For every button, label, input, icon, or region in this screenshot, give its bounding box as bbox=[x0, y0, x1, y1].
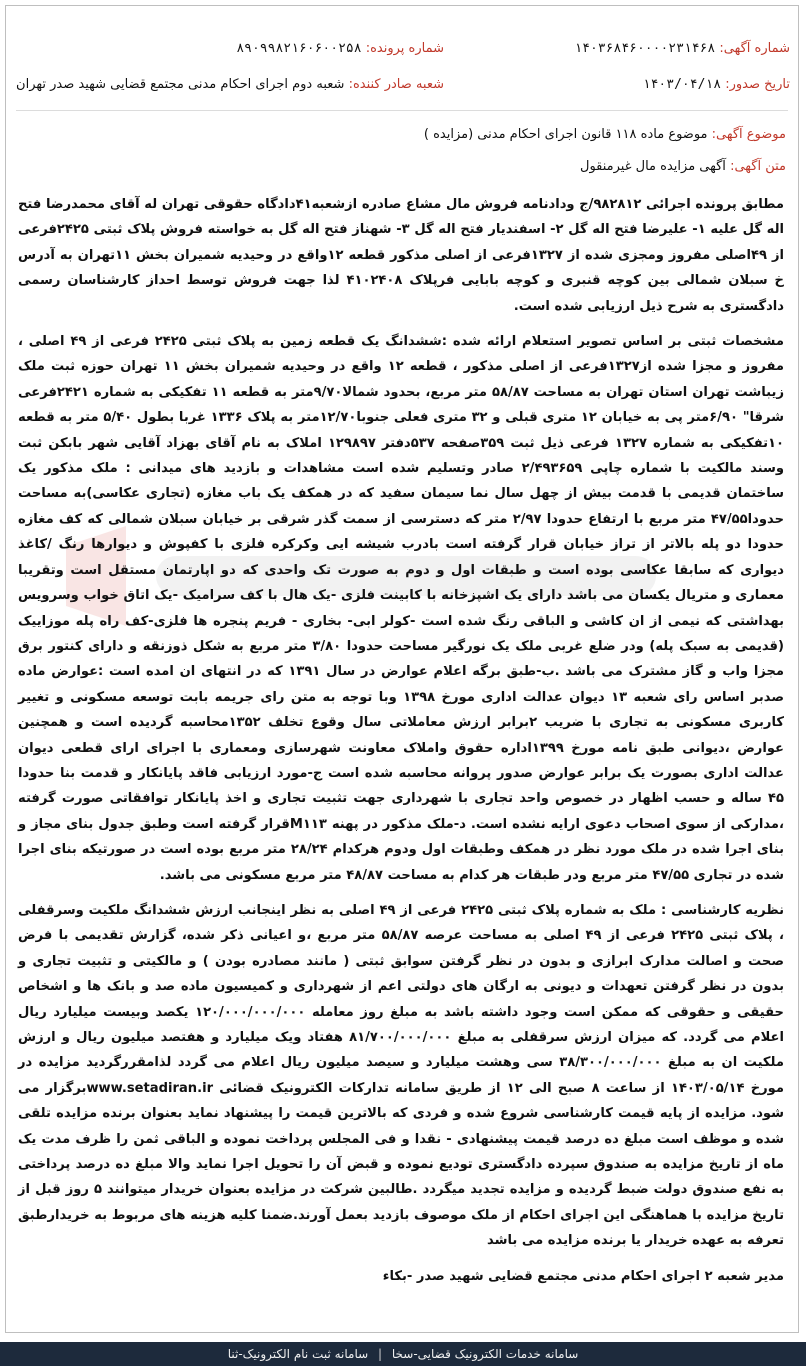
footer-bar bbox=[0, 1342, 806, 1366]
header-divider bbox=[16, 110, 788, 111]
subject-value: موضوع ماده ۱۱۸ قانون اجرای احکام مدنی (مزایده ) bbox=[423, 127, 708, 142]
case-number bbox=[236, 34, 444, 64]
issue-date bbox=[643, 70, 790, 100]
ad-number-label: شماره آگهی: bbox=[719, 41, 790, 56]
subject-label: موضوع آگهی: bbox=[711, 127, 786, 142]
issuing-branch-label: شعبه صادر کننده: bbox=[348, 77, 444, 92]
footer-separator: | bbox=[378, 1347, 383, 1361]
paragraph-case-summary: مطابق پرونده اجرائی ۹۸۲۸۱۲/ج ودادنامه فروش مال مشاع صادره ازشعبه۴۱دادگاه حقوقی تهران له آقای محمدرضا فتح اله گل علیه ۱- علیرضا فتح اله گل ۲- اسفندیار فتح اله گل ۳- شهناز فتح اله گل به خواسته فروش پلاک ثبتی ۲۴۲۵فرعی از ۴۹اصلی مفروز ومجزی شده از ۱۳۲۷فرعی از اصلی مذکور قطعه ۱۲واقع در وحیدیه شمیران بخش ۱۱تهران به آدرس خ سبلان شمالی بین کوچه قنبری و کوچه بابایی فرپلاک ۴۱۰۲۴۰۸ لذا جهت فروش توسط احداز کارشناسان رسمی دادگستری به شرح ذیل ارزیابی شده است. bbox=[18, 197, 784, 314]
signature-line: مدیر شعبه ۲ اجرای احکام مدنی مجتمع قضایی شهید صدر -بکاء bbox=[382, 1268, 784, 1284]
paragraph-expert-opinion: نظریه کارشناسی : ملک به شماره پلاک ثبتی ۲۴۲۵ فرعی از ۴۹ اصلی به نظر اینجانب ارزش ششدانگ ملکیت وسرقفلی ، پلاک ثبتی ۲۴۲۵ فرعی از ۴۹ اصلی به مساحت عرصه ۵۸/۸۷ متر مربع ،و اعیانی ذکر شده، گزارش تقدیمی با فرض صحت و اصالت مدارک ابرازی و بدون در نظر گرفتن سوابق ثبتی ( مانند مصادره بودن ) و مالکیتی و تثبیت تجاری و بدون در نظر گرفتن تعهدات و دیونی به ارگان های دولتی اعم از شهرداری و کمیسیون ماده صد و بانک ها و اشخاص حقیقی و حقوقی که ممکن است وجود داشته باشد به مبلغ روز معامله ۱۲۰/۰۰۰/۰۰۰/۰۰۰ یکصد وبیست میلیارد ریال اعلام می گردد. که میزان ارزش سرقفلی به مبلغ ۸۱/۷۰۰/۰۰۰/۰۰۰ هفتاد ویک میلیارد و هفتصد میلیون ریال و ارزش ملکیت ان به مبلغ ۳۸/۳۰۰/۰۰۰/۰۰۰ سی وهشت میلیارد و سیصد میلیون ریال اعلام می گردد لذامقررگردید مزایده در مورخ ۱۴۰۳/۰۵/۱۴ از ساعت ۸ صبح الی ۱۲ از طریق سامانه تداركات الکترونیک قضائی www.setadiran.irبرگزار می شود. مزایده از پایه قیمت کارشناسی شروع شده و فردی که بالاترین قیمت را پیشنهاد نماید بعنوان برنده مزایده تلقی شده و موظف است مبلغ ده درصد قیمت پیشنهادی - نقدا و فی المجلس پرداخت نموده و الباقی ثمن را ظرف مدت یک ماه از تاریخ مزایده به صندوق سپرده دادگستری تودیع نموده و قبض آن را تحویل اجرا نماید والا مبلغ ده درصد پرداختی به نفع صندوق دولت ضبط گردیده و مزایده تجدید میگردد .طالبین شرکت در مزایده بعنوان خریدار میتوانند ۵ روز قبل از تاریخ مزایده با هماهنگی این اجرای احکام از ملک موصوف بازدید بعمل آورند.ضمنا کلیه هزینه های مربوط به خریدارطبق تعرفه به عهده خریدار یا برنده مزایده می باشد bbox=[18, 902, 784, 1249]
ad-text-value: آگهی مزایده مال غیرمنقول bbox=[580, 159, 726, 174]
ad-number-value: ۱۴۰۳۶۸۴۶۰۰۰۰۲۳۱۴۶۸ bbox=[574, 41, 716, 56]
notice-document bbox=[5, 5, 799, 1333]
notice-body bbox=[18, 192, 784, 1299]
ad-text-line bbox=[18, 156, 786, 178]
case-number-label: شماره پرونده: bbox=[365, 41, 444, 56]
footer-link-sakha[interactable]: سامانه خدمات الکترونیک قضایی-سخا bbox=[391, 1347, 579, 1361]
case-number-value: ۸۹۰۹۹۸۲۱۶۰۶۰۰۲۵۸ bbox=[236, 41, 362, 56]
issue-date-label: تاریخ صدور: bbox=[725, 77, 790, 92]
footer-link-sana[interactable]: سامانه ثبت نام الکترونیک-ثنا bbox=[227, 1347, 369, 1361]
paragraph-property-specs: مشخصات ثبتی بر اساس تصویر استعلام ارائه شده :ششدانگ یک قطعه زمین به پلاک ثبتی ۲۴۲۵ فرعی از ۴۹ اصلی ، مفروز و مجزا شده از۱۳۲۷فرعی از اصلی مذکور ، قطعه ۱۲ واقع در وحیدیه شمیران بخش ۱۱ تهران حوزه ثبت ملک زیباشت تهران استان تهران به مساحت ۵۸/۸۷ متر مربع، بحدود شمالا۹/۷۰متر به قطعه ۱۱ تفکیکی به شماره ۲۴۲۱فرعی شرقا" ۶/۹۰متر پی به خیابان ۱۲ متری قبلی و ۳۲ متری فعلی جنوبا۱۲/۷۰متر به پلاک ۱۳۳۶ غربا بطول ۵/۴۰ متر به قطعه ۱۰تفکیکی به شماره ۱۳۲۷ فرعی ذیل ثبت ۳۵۹صفحه ۵۳۷دفتر ۱۲۹۸۹۷ املاک به نام آقای بهزاد آقایی شهر بابکن ثبت وسند مالکیت با شماره چاپی ۲/۴۹۳۶۵۹ صادر وتسلیم شده است مشاهدات و بازدید های میدانی : ملک مذکور یک ساختمان قدیمی با قدمت بیش از چهل سال نما سیمان سفید که در همکف یک باب مغازه (تجاری عکاسی)به مساحت حدودا۴۷/۵۵ متر مربع با ارتفاع حدودا ۲/۹۷ متر که دسترسی از سمت گذر شرقی بر خیابان سبلان شمالی که کف مغازه حدودا دو پله بالاتر از تراز خیابان قرار گرفته است بادرب شیشه ایی وکرکره فلزی با کفپوش و دیوارها رنگ /کاغذ دیواری که سابقا عکاسی بوده است و طبقات اول و دوم به صورت تک واحدی که دو اپارتمان مستقل است وتقریبا معماری و متریال یکسان می باشد دارای یک اشپزخانه با کابینت فلزی -یک هال با کف سرامیک -یک اتاق خواب وسرویس بهداشتی که نیمی از ان کاشی و الباقی رنگ شده است -کولر ابی- بخاری - فریم پنجره ها فلزی-کف راه پله موزاییک (قدیمی به سبک پله) ودر ضلع غربی ملک یک نورگیر مساحت حدودا ۳/۸۰ متر مربع به شکل ذوزنقه و دارای کنتور برق مجزا واب و گاز مشترک می باشد .ب-طبق برگه اعلام عوارض در سال ۱۳۹۱ که در انتهای ان امده است :عوارض ماده صدبر اساس رای شعبه ۱۳ دیوان عدالت اداری مورخ ۱۳۹۸ وبا توجه به متن رای جریمه بابت توسعه مسکونی و تغییر کاربری مسکونی به تجاری با ضریب ۲برابر ارزش معاملاتی سال وقوع تخلف ۱۳۵۲محاسبه گردیده است و همچنین عوارض ،دیوانی طبق نامه مورخ ۱۳۹۹اداره حقوق واملاک معاونت شهرسازی ومعماری با اجرای ارای قطعی دیوان عدالت اداری بصورت یک برابر عوارض صدور پروانه محاسبه شده است ج-مورد ارزیابی فاقد پایانکار و قدمت بنا حدودا ۴۵ ساله و حسب اظهار در خصوص واحد تجاری با شهرداری جهت تثبیت تجاری و اخذ پایانکار توافقاتی صورت گرفته ،مدارکی از سوی اصحاب دعوی ارایه نشده است. د-ملک مذکور در پهنه M۱۱۳قرار گرفته است وطبق جدول بنای مجاز و بنای اجرا شده در ملک مورد نظر در همکف وطبقات اول ودوم هرکدام ۲۸/۲۴ متر مربع بوده است در صورتیکه بنای اجرا شده در تجاری ۴۷/۵۵ متر مربع ودر طبقات هر کدام به مساحت ۴۸/۸۷ متر مربع مسکونی می باشد. bbox=[18, 334, 785, 883]
issuing-branch bbox=[16, 70, 444, 100]
issuing-branch-value: شعبه دوم اجرای احکام مدنی مجتمع قضایی شهید صدر تهران bbox=[16, 77, 345, 92]
issue-date-value: ۱۴۰۳/۰۴/۱۸ bbox=[642, 77, 722, 92]
subject-line bbox=[18, 124, 786, 146]
ad-text-label: متن آگهی: bbox=[730, 159, 786, 174]
ad-number bbox=[574, 34, 790, 64]
